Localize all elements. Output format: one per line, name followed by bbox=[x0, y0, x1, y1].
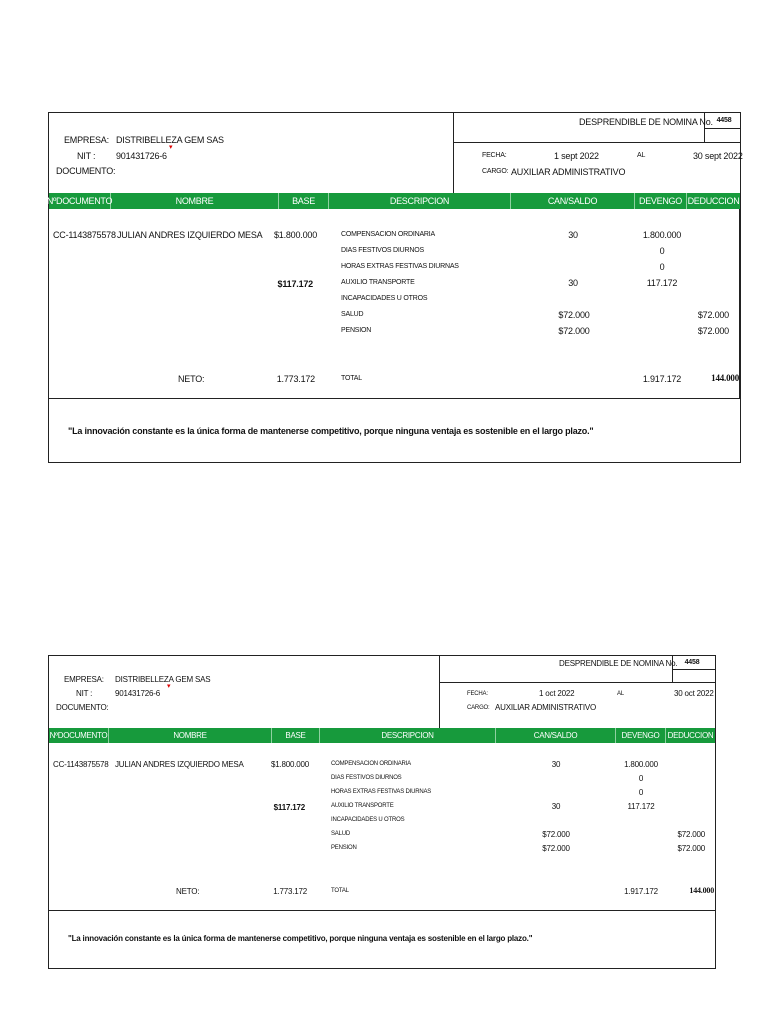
employee-nombre: JULIAN ANDRES IZQUIERDO MESA bbox=[115, 760, 244, 769]
column-header-bar bbox=[49, 728, 715, 743]
row-descripcion: AUXILIO TRANSPORTE bbox=[341, 279, 415, 286]
row-descripcion: DIAS FESTIVOS DIURNOS bbox=[331, 775, 402, 781]
row-deduccion: $72.000 bbox=[677, 830, 705, 839]
header-box-left-border bbox=[439, 656, 440, 729]
deduccion-total: 144.000 bbox=[711, 373, 739, 383]
row-deduccion: $72.000 bbox=[677, 844, 705, 853]
row-can: $72.000 bbox=[558, 326, 590, 336]
row-descripcion: INCAPACIDADES U OTROS bbox=[341, 295, 428, 302]
row-deduccion: $72.000 bbox=[697, 326, 729, 336]
cargo-label: CARGO: bbox=[482, 168, 509, 175]
documento-label: DOCUMENTO: bbox=[56, 166, 116, 176]
al-label: AL bbox=[637, 152, 646, 159]
comment-marker: ▾ bbox=[169, 144, 173, 151]
employee-base-transporte: $117.172 bbox=[273, 803, 305, 812]
neto-label: NETO: bbox=[178, 374, 205, 384]
row-can: 30 bbox=[568, 230, 578, 240]
col-documento: NºDOCUMENTO bbox=[49, 193, 111, 209]
row-devengo: 0 bbox=[638, 788, 644, 797]
col-nombre: NOMBRE bbox=[109, 728, 272, 743]
nit-value: 901431726-6 bbox=[116, 151, 167, 161]
employee-documento: CC-1143875578 bbox=[53, 760, 109, 769]
neto-value: 1.773.172 bbox=[276, 374, 315, 384]
row-descripcion: HORAS EXTRAS FESTIVAS DIURNAS bbox=[331, 789, 432, 795]
col-descripcion: DESCRIPCION bbox=[329, 193, 511, 209]
empresa-value: DISTRIBELLEZA GEM SAS bbox=[116, 135, 224, 145]
fecha-desde: 1 oct 2022 bbox=[539, 689, 575, 698]
employee-base-transporte: $117.172 bbox=[277, 279, 313, 289]
employee-base: $1.800.000 bbox=[273, 230, 317, 240]
row-devengo: 117.172 bbox=[627, 802, 655, 811]
motivational-quote: "La innovación constante es la única forma de mantenerse competitivo, porque ninguna ventaja es sostenible en el largo plazo." bbox=[68, 934, 533, 943]
quote-divider bbox=[49, 910, 715, 911]
empresa-label: EMPRESA: bbox=[64, 135, 109, 145]
row-descripcion: INCAPACIDADES U OTROS bbox=[331, 817, 405, 823]
col-can-saldo: CAN/SALDO bbox=[496, 728, 616, 743]
row-devengo: 117.172 bbox=[646, 278, 678, 288]
employee-documento: CC-1143875578 bbox=[53, 230, 116, 240]
desprendible-number: 4458 bbox=[716, 117, 732, 124]
row-can: 30 bbox=[568, 278, 578, 288]
employee-nombre: JULIAN ANDRES IZQUIERDO MESA bbox=[117, 230, 263, 240]
row-descripcion: AUXILIO TRANSPORTE bbox=[331, 803, 394, 809]
header-box-divider bbox=[439, 682, 715, 683]
row-descripcion: PENSION bbox=[331, 845, 357, 851]
row-descripcion: HORAS EXTRAS FESTIVAS DIURNAS bbox=[341, 263, 459, 270]
row-devengo: 0 bbox=[638, 774, 644, 783]
empresa-value: DISTRIBELLEZA GEM SAS bbox=[115, 675, 211, 684]
deduccion-total: 144.000 bbox=[689, 886, 714, 895]
cargo-value: AUXILIAR ADMINISTRATIVO bbox=[495, 703, 597, 712]
nit-label: NIT : bbox=[77, 151, 96, 161]
payroll-slip-october bbox=[48, 655, 716, 969]
col-can-saldo: CAN/SALDO bbox=[511, 193, 635, 209]
row-descripcion: COMPENSACION ORDINARIA bbox=[341, 231, 435, 238]
col-base: BASE bbox=[279, 193, 329, 209]
nomina-no-subline bbox=[704, 128, 740, 129]
col-devengo: DEVENGO bbox=[635, 193, 687, 209]
header-box-divider bbox=[453, 142, 740, 143]
col-deduccion: DEDUCCION bbox=[667, 731, 714, 740]
total-label: TOTAL bbox=[331, 888, 349, 894]
col-devengo: DEVENGO bbox=[616, 728, 666, 743]
col-base: BASE bbox=[272, 728, 320, 743]
neto-value: 1.773.172 bbox=[273, 887, 307, 896]
cargo-label: CARGO: bbox=[467, 705, 490, 711]
neto-label: NETO: bbox=[176, 887, 200, 896]
row-deduccion: $72.000 bbox=[697, 310, 729, 320]
comment-marker: ▾ bbox=[167, 683, 171, 690]
col-descripcion: DESCRIPCION bbox=[320, 728, 496, 743]
devengo-total: 1.917.172 bbox=[624, 887, 658, 896]
nit-label: NIT : bbox=[76, 689, 93, 698]
fecha-desde: 1 sept 2022 bbox=[554, 151, 599, 161]
row-can: 30 bbox=[551, 802, 561, 811]
col-nombre: NOMBRE bbox=[111, 193, 279, 209]
desprendible-number: 4458 bbox=[684, 659, 700, 666]
empresa-label: EMPRESA: bbox=[64, 675, 104, 684]
row-devengo: 1.800.000 bbox=[642, 230, 682, 240]
row-descripcion: SALUD bbox=[341, 311, 364, 318]
fecha-label: FECHA: bbox=[482, 152, 507, 159]
al-label: AL bbox=[617, 691, 624, 697]
row-descripcion: COMPENSACION ORDINARIA bbox=[331, 761, 411, 767]
quote-divider bbox=[49, 398, 740, 399]
row-can: $72.000 bbox=[558, 310, 590, 320]
desprendible-label: DESPRENDIBLE DE NOMINA No. bbox=[579, 117, 713, 127]
row-devengo: 0 bbox=[659, 246, 665, 256]
desprendible-label: DESPRENDIBLE DE NOMINA No. bbox=[559, 659, 678, 668]
total-label: TOTAL bbox=[341, 375, 362, 382]
row-descripcion: DIAS FESTIVOS DIURNOS bbox=[341, 247, 424, 254]
table-right-border bbox=[715, 743, 716, 910]
nomina-no-subline bbox=[672, 669, 715, 670]
employee-base: $1.800.000 bbox=[270, 760, 309, 769]
row-descripcion: PENSION bbox=[341, 327, 372, 334]
row-descripcion: SALUD bbox=[331, 831, 351, 837]
row-can: 30 bbox=[551, 760, 561, 769]
fecha-hasta: 30 oct 2022 bbox=[674, 689, 714, 698]
payroll-slip-september bbox=[48, 112, 741, 463]
documento-label: DOCUMENTO: bbox=[56, 703, 109, 712]
row-can: $72.000 bbox=[542, 844, 570, 853]
col-deduccion: DEDUCCION bbox=[687, 196, 740, 206]
row-devengo: 0 bbox=[659, 262, 665, 272]
column-header-bar bbox=[46, 193, 740, 209]
col-documento: NºDOCUMENTO bbox=[49, 728, 109, 743]
cargo-value: AUXILIAR ADMINISTRATIVO bbox=[511, 167, 626, 177]
table-right-border bbox=[739, 209, 740, 398]
row-can: $72.000 bbox=[542, 830, 570, 839]
row-devengo: 1.800.000 bbox=[624, 760, 658, 769]
fecha-hasta: 30 sept 2022 bbox=[693, 151, 743, 161]
nit-value: 901431726-6 bbox=[115, 689, 160, 698]
fecha-label: FECHA: bbox=[467, 691, 488, 697]
motivational-quote: "La innovación constante es la única forma de mantenerse competitivo, porque ninguna ventaja es sostenible en el largo plazo." bbox=[68, 426, 594, 436]
devengo-total: 1.917.172 bbox=[642, 374, 682, 384]
header-box-left-border bbox=[453, 113, 454, 194]
